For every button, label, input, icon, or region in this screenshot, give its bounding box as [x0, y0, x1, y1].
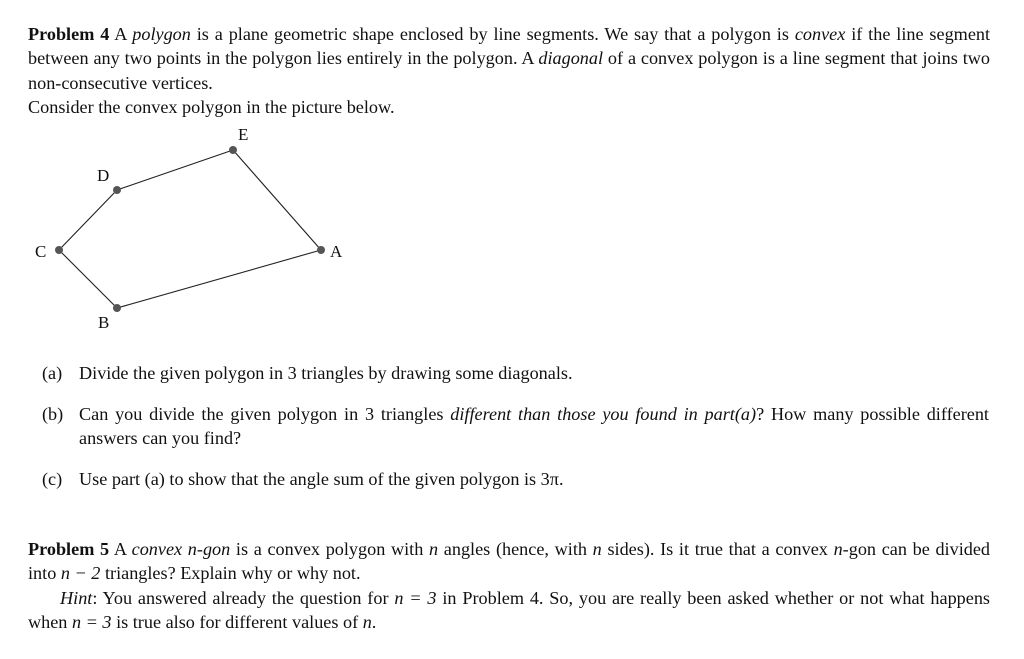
part-b — [0, 402, 1024, 452]
term-diagonal: diagonal — [538, 48, 604, 69]
part-a-text: Divide the given polygon in 3 triangles by drawing some diagonals. — [79, 363, 573, 383]
problem5-hint: Hint: You answered already the question for n = 3 in Problem 4. So, you are really been asked whether or not what happens when n = 3 is true also for different values of n. — [28, 588, 991, 633]
problem4-heading: Problem 4 — [28, 24, 110, 44]
part-a-label: (a) — [42, 363, 63, 383]
vertex-label-c: C — [35, 242, 47, 261]
vertex-e — [229, 146, 237, 154]
vertex-label-d: D — [97, 166, 110, 185]
vertex-label-b: B — [98, 313, 110, 332]
vertex-d — [113, 186, 121, 194]
vertex-b — [113, 304, 121, 312]
part-b-text: Can you divide the given polygon in 3 triangles different than those you found in part(a)? How many possible different answers can you find? — [79, 404, 989, 449]
part-c-label: (c) — [42, 469, 63, 489]
problem4-consider: Consider the convex polygon in the picture below. — [28, 97, 395, 117]
vertex-label-e: E — [238, 125, 249, 144]
problem5-statement: Problem 5 A convex n-gon is a convex polygon with n angles (hence, with n sides). Is it true that a convex n-gon can be divided into n − 2 triangles? Explain why or why not. — [28, 539, 991, 584]
polygon-figure — [0, 120, 400, 340]
part-c-text: Use part (a) to show that the angle sum of the given polygon is 3π. — [79, 469, 564, 489]
problem5-heading: Problem 5 — [28, 539, 110, 559]
vertex-a — [317, 246, 325, 254]
term-polygon: polygon — [132, 24, 191, 44]
part-b-label: (b) — [42, 404, 64, 424]
term-convex: convex — [794, 24, 846, 44]
hint-label: Hint — [60, 588, 93, 608]
vertex-label-a: A — [330, 242, 343, 261]
vertex-c — [55, 246, 63, 254]
problem4-intro: Problem 4 A polygon is a plane geometric shape enclosed by line segments. We say that a polygon is convex if the line segment between any two points in the polygon lies entirely in the polygon. A diagonal of a convex polygon is a line segment that joins two non-consecutive vertices. — [28, 24, 991, 93]
